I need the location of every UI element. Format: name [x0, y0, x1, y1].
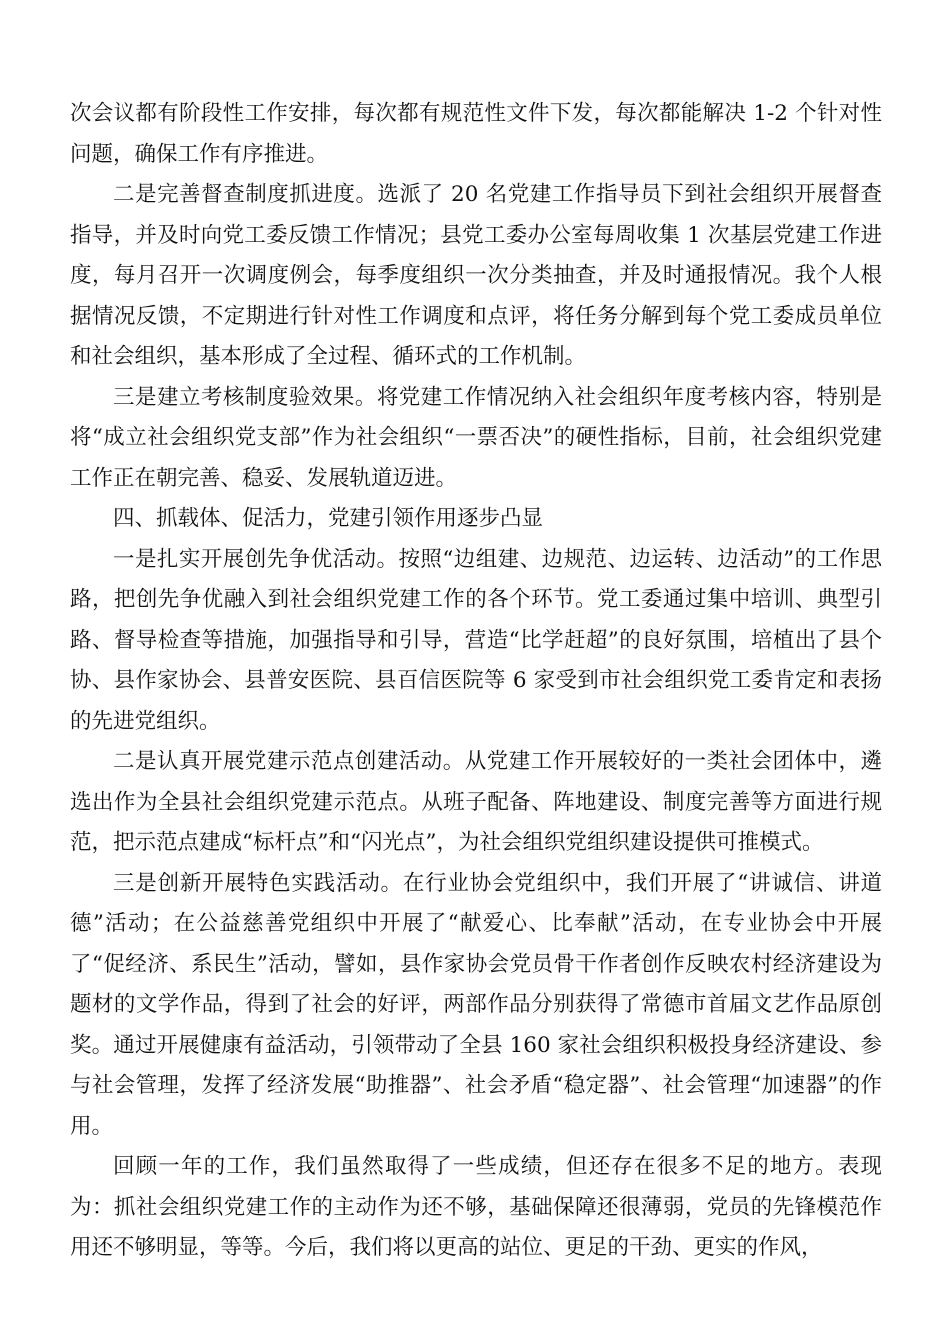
- paragraph-continuation: 次会议都有阶段性工作安排，每次都有规范性文件下发，每次都能解决 1-2 个针对性问题，确保工作有序推进。: [70, 101, 882, 167]
- paragraph-excellence-activities: 一是扎实开展创先争优活动。按照“边组建、边规范、边运转、边活动”的工作思路，把创先争优融入到社会组织党建工作的各个环节。党工委通过集中培训、典型引路、督导检查等措施，加强指导和引导，营造“比学赶超”的良好氛围，培植出了县个协、县作家协会、县普安医院、县百信医院等 6 家受到市社会组织党工委肯定和表扬的先进党组织。: [70, 546, 882, 734]
- paragraph-review-summary: 回顾一年的工作，我们虽然取得了一些成绩，但还存在很多不足的地方。表现为：抓社会组织党建工作的主动作为还不够，基础保障还很薄弱，党员的先锋模范作用还不够明显，等等。今后，我们将以更高的站位、更足的干劲、更实的作风，: [70, 1154, 882, 1260]
- paragraph-practice-activities: 三是创新开展特色实践活动。在行业协会党组织中，我们开展了“讲诚信、讲道德”活动；在公益慈善党组织中开展了“献爱心、比奉献”活动，在专业协会中开展了“促经济、系民生”活动，譬如，县作家协会党员骨干作者创作反映农村经济建设为题材的文学作品，得到了社会的好评，两部作品分别获得了常德市首届文艺作品原创奖。通过开展健康有益活动，引领带动了全县 160 家社会组织积极投身经济建设、参与社会管理，发挥了经济发展“助推器”、社会矛盾“稳定器”、社会管理“加速器”的作用。: [70, 870, 882, 1139]
- paragraph-supervision-system: 二是完善督查制度抓进度。选派了 20 名党建工作指导员下到社会组织开展督查指导，并及时向党工委反馈工作情况；县党工委办公室每周收集 1 次基层党建工作进度，每月召开一次调度例会，每季度组织一次分类抽查，并及时通报情况。我个人根据情况反馈，不定期进行针对性工作调度和点评，将任务分解到每个党工委成员单位和社会组织，基本形成了全过程、循环式的工作机制。: [70, 182, 882, 369]
- section-heading-four: 四、抓载体、促活力，党建引领作用逐步凸显: [113, 506, 544, 531]
- paragraph-demonstration-sites: 二是认真开展党建示范点创建活动。从党建工作开展较好的一类社会团体中，遴选出作为全县社会组织党建示范点。从班子配备、阵地建设、制度完善等方面进行规范，把示范点建成“标杆点”和“闪光点”，为社会组织党组织建设提供可推模式。: [70, 749, 882, 855]
- document-page: [70, 94, 882, 1269]
- paragraph-assessment-system: 三是建立考核制度验效果。将党建工作情况纳入社会组织年度考核内容，特别是将“成立社会组织党支部”作为社会组织“一票否决”的硬性指标，目前，社会组织党建工作正在朝完善、稳妥、发展轨道迈进。: [70, 384, 882, 491]
